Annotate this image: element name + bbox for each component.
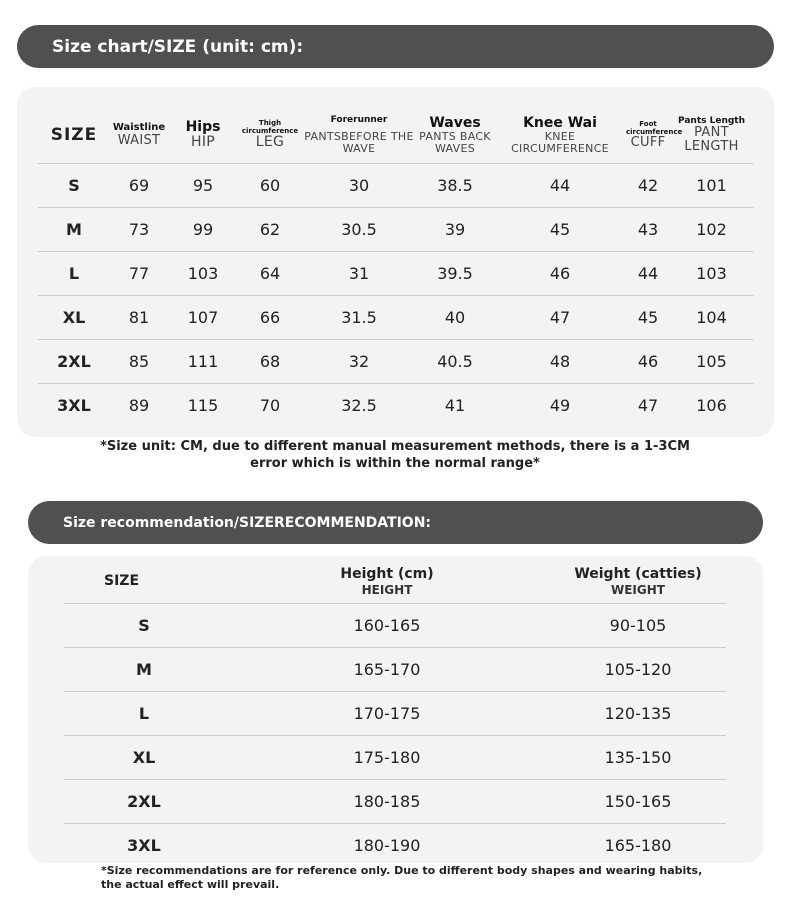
leg-cell: 62: [238, 208, 302, 252]
rec-size-cell: S: [64, 604, 224, 648]
front-rise-cell: 31: [302, 252, 416, 296]
size-chart-row: [38, 340, 753, 384]
cuff-cell: 42: [626, 164, 670, 208]
leg-cell: 64: [238, 252, 302, 296]
leg-column-header: Thigh circumference LEG: [241, 119, 299, 151]
size-chart-row: [38, 384, 753, 428]
cuff-cell: 47: [626, 384, 670, 428]
front-rise-cell: 32: [302, 340, 416, 384]
size-chart-row: [38, 208, 753, 252]
back-rise-cell: 39.5: [416, 252, 494, 296]
recommendation-note: *Size recommendations are for reference only. Due to different body shapes and wearing habits, the actual effect will prevail.: [101, 864, 703, 891]
hip-cell: 111: [168, 340, 238, 384]
recommendation-row: [64, 824, 726, 868]
hip-column-header: Hips HIP: [185, 119, 221, 151]
knee-column-header: Knee Wai KNEE CIRCUMFERENCE: [511, 114, 609, 156]
waist-cell: 73: [110, 208, 168, 252]
size-cell: XL: [38, 296, 110, 340]
height-cell: 170-175: [224, 692, 550, 736]
leg-cell: 70: [238, 384, 302, 428]
cuff-cell: 43: [626, 208, 670, 252]
size-cell: 3XL: [38, 384, 110, 428]
back-rise-cell: 38.5: [416, 164, 494, 208]
front-rise-cell: 30: [302, 164, 416, 208]
recommendation-row: [64, 736, 726, 780]
back-rise-cell: 39: [416, 208, 494, 252]
knee-cell: 45: [494, 208, 626, 252]
waist-column-header: Waistline WAIST: [112, 122, 166, 148]
back-rise-cell: 41: [416, 384, 494, 428]
weight-cell: 105-120: [550, 648, 726, 692]
length-cell: 105: [670, 340, 753, 384]
size-chart-table: [38, 107, 753, 427]
size-chart-banner: Size chart/SIZE (unit: cm):: [17, 25, 774, 68]
recommendation-row: [64, 604, 726, 648]
size-cell: M: [38, 208, 110, 252]
measurement-note: *Size unit: CM, due to different manual measurement methods, there is a 1-3CM error which is within the normal range*: [100, 439, 690, 471]
length-cell: 102: [670, 208, 753, 252]
size-chart-header-row: [38, 107, 753, 164]
back-rise-cell: 40.5: [416, 340, 494, 384]
recommendation-row: [64, 692, 726, 736]
height-column-header: Height (cm) HEIGHT: [340, 565, 434, 597]
weight-cell: 150-165: [550, 780, 726, 824]
height-cell: 165-170: [224, 648, 550, 692]
waist-cell: 77: [110, 252, 168, 296]
knee-cell: 47: [494, 296, 626, 340]
height-cell: 160-165: [224, 604, 550, 648]
weight-cell: 120-135: [550, 692, 726, 736]
size-column-header: SIZE: [50, 125, 98, 145]
rec-size-cell: XL: [64, 736, 224, 780]
hip-cell: 95: [168, 164, 238, 208]
rec-size-cell: 2XL: [64, 780, 224, 824]
weight-cell: 90-105: [550, 604, 726, 648]
height-cell: 180-185: [224, 780, 550, 824]
weight-cell: 165-180: [550, 824, 726, 868]
back-rise-column-header: Waves PANTS BACK WAVES: [419, 114, 491, 156]
rec-size-cell: L: [64, 692, 224, 736]
cuff-cell: 45: [626, 296, 670, 340]
leg-cell: 66: [238, 296, 302, 340]
length-column-header: Pants Length PANT LENGTH: [677, 115, 746, 155]
length-cell: 101: [670, 164, 753, 208]
length-cell: 106: [670, 384, 753, 428]
cuff-cell: 46: [626, 340, 670, 384]
hip-cell: 103: [168, 252, 238, 296]
waist-cell: 69: [110, 164, 168, 208]
front-rise-column-header: Forerunner PANTSBEFORE THE WAVE: [304, 114, 414, 156]
weight-cell: 135-150: [550, 736, 726, 780]
waist-cell: 81: [110, 296, 168, 340]
size-recommendation-banner: Size recommendation/SIZERECOMMENDATION:: [28, 501, 763, 544]
front-rise-cell: 30.5: [302, 208, 416, 252]
leg-cell: 68: [238, 340, 302, 384]
recommendation-row: [64, 780, 726, 824]
recommendation-header-row: [64, 560, 726, 604]
weight-column-header: Weight (catties) WEIGHT: [574, 565, 702, 597]
knee-cell: 44: [494, 164, 626, 208]
height-cell: 175-180: [224, 736, 550, 780]
cuff-column-header: Foot circumference CUFF: [626, 119, 683, 150]
hip-cell: 107: [168, 296, 238, 340]
size-chart-row: [38, 252, 753, 296]
leg-cell: 60: [238, 164, 302, 208]
waist-cell: 85: [110, 340, 168, 384]
waist-cell: 89: [110, 384, 168, 428]
front-rise-cell: 32.5: [302, 384, 416, 428]
rec-size-cell: M: [64, 648, 224, 692]
size-cell: S: [38, 164, 110, 208]
hip-cell: 115: [168, 384, 238, 428]
front-rise-cell: 31.5: [302, 296, 416, 340]
rec-size-cell: 3XL: [64, 824, 224, 868]
size-recommendation-table: [64, 560, 726, 867]
length-cell: 103: [670, 252, 753, 296]
back-rise-cell: 40: [416, 296, 494, 340]
length-cell: 104: [670, 296, 753, 340]
knee-cell: 49: [494, 384, 626, 428]
rec-size-column-header: SIZE: [104, 573, 140, 590]
knee-cell: 48: [494, 340, 626, 384]
knee-cell: 46: [494, 252, 626, 296]
size-chart-row: [38, 164, 753, 208]
size-cell: L: [38, 252, 110, 296]
cuff-cell: 44: [626, 252, 670, 296]
size-chart-row: [38, 296, 753, 340]
recommendation-row: [64, 648, 726, 692]
height-cell: 180-190: [224, 824, 550, 868]
size-cell: 2XL: [38, 340, 110, 384]
hip-cell: 99: [168, 208, 238, 252]
